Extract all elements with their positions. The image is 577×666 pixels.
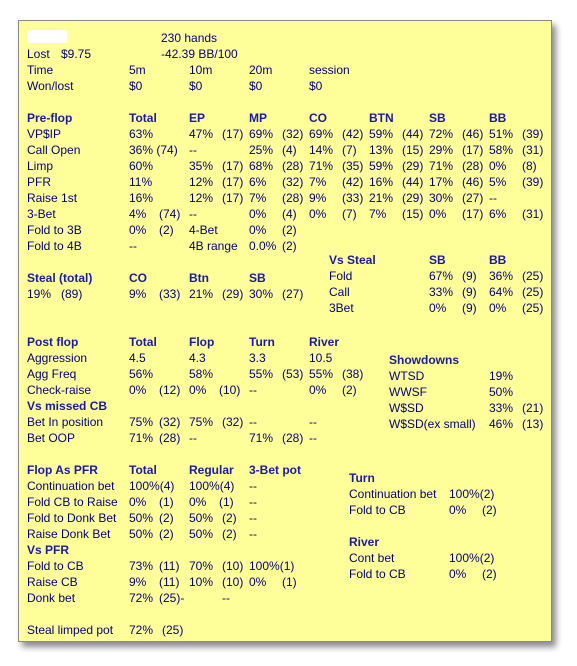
pfr-ep-n: (17) [222, 175, 244, 189]
wsd-n: (21) [522, 401, 544, 415]
raise1st-sb: 30% [429, 191, 454, 205]
raise1st-bb: -- [489, 191, 497, 205]
aggfreq-turn-n: (53) [282, 367, 304, 381]
raise-donk-regular-n: (2) [222, 527, 237, 541]
vs-steal-3bet-sb: 0% [429, 301, 447, 315]
vs-steal-col-sb: SB [429, 253, 446, 267]
raise1st-btn: 21% [369, 191, 394, 205]
raise1st-co: 9% [309, 191, 327, 205]
pfr-co-n: (42) [342, 175, 364, 189]
row-label-limp: Limp [27, 159, 54, 173]
fold-cb-raise-3bet-pot: -- [249, 495, 257, 509]
lost-label: Lost [27, 47, 50, 61]
turn-fold-cb-value: 0% [449, 503, 467, 517]
checkraise-flop: 0% [189, 383, 207, 397]
threebet-btn-n: (15) [402, 207, 424, 221]
checkraise-total: 0% [129, 383, 147, 397]
river-fold-cb-n: (2) [482, 567, 497, 581]
vs-steal-call-sb-n: (9) [462, 285, 477, 299]
vpip-ep-n: (17) [222, 127, 244, 141]
pfr-total: 11% [129, 175, 153, 189]
pfr-bb-n: (39) [522, 175, 544, 189]
checkraise-river-n: (2) [342, 383, 357, 397]
preflop-col-ep: EP [189, 111, 206, 125]
callopen-sb-n: (17) [462, 143, 484, 157]
time-20m: 20m [249, 63, 273, 77]
vs-pfr-fold-cb-total-n: (11) [159, 559, 180, 573]
wsd-ex-small-n: (13) [522, 417, 544, 431]
callopen-mp: 25% [249, 143, 274, 157]
steal-total-n: (89) [61, 287, 83, 301]
threebet-mp: 0% [249, 207, 267, 221]
aggression-total: 4.5 [129, 351, 146, 365]
won-5m: $0 [129, 79, 143, 93]
limp-ep-n: (17) [222, 159, 244, 173]
checkraise-total-n: (12) [159, 383, 181, 397]
postflop-col-total: Total [129, 335, 157, 349]
vs-steal-3bet-label: 3Bet [329, 301, 354, 315]
bet-oop-total-n: (28) [159, 431, 181, 445]
vpip-total: 63% [129, 127, 154, 141]
steal-limped-n: (25) [162, 623, 184, 637]
limp-co-n: (35) [342, 159, 364, 173]
vs-steal-fold-sb: 67% [429, 269, 454, 283]
threebet-bb: 6% [489, 207, 507, 221]
row-label-call-open: Call Open [27, 143, 81, 157]
limp-bb-n: (8) [522, 159, 537, 173]
limp-sb: 71% [429, 159, 454, 173]
limp-ep: 35% [189, 159, 214, 173]
turn-cbet-value: 100%(2) [449, 487, 495, 501]
pfr-btn-n: (44) [402, 175, 424, 189]
river-fold-cb-value: 0% [449, 567, 467, 581]
fourbet-range-label: 4B range [189, 239, 238, 253]
threebet-mp-n: (4) [282, 207, 297, 221]
vpip-btn-n: (44) [402, 127, 424, 141]
raise-donk-total: 50% [129, 527, 154, 541]
postflop-col-flop: Flop [189, 335, 215, 349]
row-label-fold-4b: Fold to 4B [27, 239, 82, 253]
fold-cb-raise-regular: 0% [189, 495, 207, 509]
bet-oop-turn-n: (28) [282, 431, 304, 445]
vpip-co: 69% [309, 127, 334, 141]
row-label-pfr: PFR [27, 175, 51, 189]
steal-co: 9% [129, 287, 147, 301]
bet-ip-total: 75% [129, 415, 154, 429]
steal-sb-n: (27) [282, 287, 304, 301]
aggfreq-river-n: (38) [342, 367, 364, 381]
aggfreq-river: 55% [309, 367, 334, 381]
lost-value: $9.75 [61, 47, 92, 61]
callopen-total: 36% (74) [129, 143, 178, 157]
limp-btn-n: (29) [402, 159, 424, 173]
vs-steal-3bet-bb: 0% [489, 301, 507, 315]
won-10m: $0 [189, 79, 203, 93]
vs-pfr-raise-cb-3bet-pot-n: (1) [282, 575, 297, 589]
wtsd-value: 19% [489, 369, 514, 383]
bb-per-100: -42.39 BB/100 [161, 47, 238, 61]
wsd-ex-small-value: 46% [489, 417, 514, 431]
steal-co-n: (33) [159, 287, 181, 301]
vpip-sb-n: (46) [462, 127, 484, 141]
bet-ip-river: -- [309, 415, 317, 429]
threebet-ep: -- [189, 207, 197, 221]
cbet-label: Continuation bet [27, 479, 115, 493]
aggfreq-flop: 58% [189, 367, 214, 381]
river-cbet-value: 100%(2) [449, 551, 495, 565]
fold3b-total: 0% [129, 223, 147, 237]
preflop-col-btn: BTN [369, 111, 394, 125]
aggfreq-label: Agg Freq [27, 367, 77, 381]
turn-fold-cb-n: (2) [482, 503, 497, 517]
vs-steal-header: Vs Steal [329, 253, 376, 267]
vpip-mp-n: (32) [282, 127, 304, 141]
callopen-btn-n: (15) [402, 143, 424, 157]
callopen-ep: -- [189, 143, 197, 157]
fold-donk-total: 50% [129, 511, 154, 525]
flop-pfr-col-regular: Regular [189, 463, 234, 477]
donk-bet-total-n: (25)- [159, 591, 185, 605]
vs-steal-call-sb: 33% [429, 285, 454, 299]
pfr-bb: 5% [489, 175, 507, 189]
steal-header: Steal (total) [27, 271, 93, 285]
raise-donk-3bet-pot: -- [249, 527, 257, 541]
fold-cb-raise-regular-n: (1) [219, 495, 234, 509]
raise1st-btn-n: (29) [402, 191, 424, 205]
wwsf-value: 50% [489, 385, 514, 399]
checkraise-river: 0% [309, 383, 327, 397]
wtsd-label: WTSD [389, 369, 425, 383]
limp-mp-n: (28) [282, 159, 304, 173]
row-label-fold-3b: Fold to 3B [27, 223, 82, 237]
flop-pfr-col-3bet-pot: 3-Bet pot [249, 463, 301, 477]
wwsf-label: WWSF [389, 385, 427, 399]
vs-steal-fold-bb-n: (25) [522, 269, 544, 283]
postflop-col-river: River [309, 335, 340, 349]
row-label-vpip: VP$IP [27, 127, 62, 141]
fourbet-n: (2) [282, 223, 297, 237]
postflop-col-turn: Turn [249, 335, 275, 349]
pfr-mp-n: (32) [282, 175, 304, 189]
threebet-btn: 7% [369, 207, 387, 221]
bet-oop-flop: -- [189, 431, 197, 445]
checkraise-flop-n: (10) [219, 383, 241, 397]
preflop-col-co: CO [309, 111, 327, 125]
threebet-bb-n: (31) [522, 207, 544, 221]
cbet-3bet-pot: -- [249, 479, 257, 493]
fold-donk-label: Fold to Donk Bet [27, 511, 117, 525]
won-20m: $0 [249, 79, 263, 93]
hands-count: 230 hands [161, 31, 218, 45]
callopen-sb: 29% [429, 143, 454, 157]
vs-pfr-raise-cb-3bet-pot: 0% [249, 575, 267, 589]
raise1st-ep: 12% [189, 191, 214, 205]
limp-mp: 68% [249, 159, 274, 173]
vpip-bb: 51% [489, 127, 514, 141]
vs-pfr-fold-cb-regular-n: (10) [222, 559, 244, 573]
limp-co: 71% [309, 159, 334, 173]
donk-bet-total: 72% [129, 591, 154, 605]
fold-cb-raise-total-n: (1) [159, 495, 174, 509]
limp-sb-n: (28) [462, 159, 484, 173]
fold-cb-raise-total: 0% [129, 495, 147, 509]
cbet-total: 100%(4) [129, 479, 175, 493]
bet-ip-label: Bet In position [27, 415, 104, 429]
vs-steal-3bet-bb-n: (25) [522, 301, 544, 315]
turn-header: Turn [349, 471, 375, 485]
fourbet-range-value: 0.0% [249, 239, 277, 253]
vs-pfr-fold-cb-3bet-pot: 100%(1) [249, 559, 295, 573]
callopen-btn: 13% [369, 143, 394, 157]
raise-donk-regular: 50% [189, 527, 214, 541]
vs-pfr-fold-cb-total: 73% [129, 559, 154, 573]
vs-steal-fold-label: Fold [329, 269, 353, 283]
pfr-btn: 16% [369, 175, 394, 189]
callopen-co: 14% [309, 143, 334, 157]
raise1st-mp: 7% [249, 191, 267, 205]
vs-steal-col-bb: BB [489, 253, 507, 267]
steal-total: 19% [27, 287, 52, 301]
raise-donk-label: Raise Donk Bet [27, 527, 111, 541]
callopen-bb-n: (31) [522, 143, 544, 157]
player-name-box [27, 30, 67, 43]
fold-cb-raise-label: Fold CB to Raise [27, 495, 118, 509]
wsd-value: 33% [489, 401, 514, 415]
vs-pfr-raise-cb-regular-n: (10) [222, 575, 244, 589]
vs-steal-fold-bb: 36% [489, 269, 514, 283]
time-10m: 10m [189, 63, 213, 77]
fold3b-total-n: (2) [159, 223, 174, 237]
pfr-co: 7% [309, 175, 327, 189]
vs-pfr-raise-cb-label: Raise CB [27, 575, 78, 589]
raise1st-co-n: (33) [342, 191, 364, 205]
vs-pfr-fold-cb-regular: 70% [189, 559, 214, 573]
bet-ip-flop-n: (32) [222, 415, 244, 429]
limp-total: 60% [129, 159, 154, 173]
steal-sb: 30% [249, 287, 274, 301]
fourbet-range-n: (2) [282, 239, 297, 253]
preflop-col-mp: MP [249, 111, 267, 125]
threebet-total: 4% [129, 207, 147, 221]
aggression-turn: 3.3 [249, 351, 266, 365]
fold4b-total: -- [129, 239, 137, 253]
vs-steal-fold-sb-n: (9) [462, 269, 477, 283]
steal-col-btn: Btn [189, 271, 209, 285]
donk-bet-label: Donk bet [27, 591, 76, 605]
pfr-sb-n: (46) [462, 175, 484, 189]
raise1st-ep-n: (17) [222, 191, 244, 205]
fourbet-value: 0% [249, 223, 267, 237]
time-session: session [309, 63, 350, 77]
vs-steal-call-bb: 64% [489, 285, 514, 299]
row-label-3bet: 3-Bet [27, 207, 56, 221]
bet-ip-flop: 75% [189, 415, 214, 429]
pfr-ep: 12% [189, 175, 214, 189]
aggression-label: Aggression [27, 351, 88, 365]
won-label: Won/lost [27, 79, 74, 93]
vpip-co-n: (42) [342, 127, 364, 141]
raise1st-mp-n: (28) [282, 191, 304, 205]
threebet-sb: 0% [429, 207, 447, 221]
aggression-flop: 4.3 [189, 351, 206, 365]
raise1st-sb-n: (27) [462, 191, 484, 205]
vpip-btn: 59% [369, 127, 394, 141]
flop-pfr-header: Flop As PFR [27, 463, 98, 477]
threebet-total-n: (74) [159, 207, 181, 221]
vs-pfr-fold-cb-label: Fold to CB [27, 559, 84, 573]
checkraise-label: Check-raise [27, 383, 92, 397]
bet-oop-total: 71% [129, 431, 154, 445]
aggression-river: 10.5 [309, 351, 333, 365]
row-label-raise-first: Raise 1st [27, 191, 78, 205]
steal-limped-value: 72% [129, 623, 154, 637]
wsd-label: W$SD [389, 401, 424, 415]
limp-btn: 59% [369, 159, 394, 173]
river-header: River [349, 535, 380, 549]
preflop-col-total: Total [129, 111, 157, 125]
steal-col-co: CO [129, 271, 147, 285]
steal-btn: 21% [189, 287, 214, 301]
won-session: $0 [309, 79, 323, 93]
vs-missed-cb-header: Vs missed CB [27, 399, 108, 413]
threebet-sb-n: (17) [462, 207, 484, 221]
callopen-mp-n: (4) [282, 143, 297, 157]
vs-steal-call-bb-n: (25) [522, 285, 544, 299]
callopen-bb: 58% [489, 143, 514, 157]
preflop-header: Pre-flop [27, 111, 73, 125]
steal-col-sb: SB [249, 271, 266, 285]
bet-ip-total-n: (32) [159, 415, 181, 429]
steal-btn-n: (29) [222, 287, 244, 301]
vs-pfr-raise-cb-total-n: (11) [159, 575, 180, 589]
aggfreq-total: 56% [129, 367, 154, 381]
pfr-sb: 17% [429, 175, 454, 189]
preflop-col-bb: BB [489, 111, 507, 125]
time-5m: 5m [129, 63, 146, 77]
turn-cbet-label: Continuation bet [349, 487, 437, 501]
callopen-co-n: (7) [342, 143, 357, 157]
fourbet-label: 4-Bet [189, 223, 218, 237]
flop-pfr-col-total: Total [129, 463, 157, 477]
vpip-bb-n: (39) [522, 127, 544, 141]
limp-bb: 0% [489, 159, 507, 173]
fold-donk-regular: 50% [189, 511, 214, 525]
hud-stats-panel [18, 20, 552, 642]
cbet-regular: 100%(4) [189, 479, 235, 493]
raise1st-total: 16% [129, 191, 154, 205]
bet-oop-river: -- [309, 431, 317, 445]
raise-donk-total-n: (2) [159, 527, 174, 541]
vs-steal-call-label: Call [329, 285, 350, 299]
vs-pfr-header: Vs PFR [27, 543, 70, 557]
donk-bet-regular: -- [222, 591, 230, 605]
wsd-ex-small-label: W$SD(ex small) [389, 417, 476, 431]
threebet-co-n: (7) [342, 207, 357, 221]
preflop-col-sb: SB [429, 111, 446, 125]
river-cbet-label: Cont bet [349, 551, 395, 565]
vpip-sb: 72% [429, 127, 454, 141]
aggfreq-turn: 55% [249, 367, 274, 381]
bet-ip-turn: -- [249, 415, 257, 429]
bet-oop-label: Bet OOP [27, 431, 76, 445]
showdowns-header: Showdowns [389, 353, 459, 367]
vs-steal-3bet-sb-n: (9) [462, 301, 477, 315]
fold-donk-3bet-pot: -- [249, 511, 257, 525]
river-fold-cb-label: Fold to CB [349, 567, 406, 581]
checkraise-turn: -- [249, 383, 257, 397]
vpip-mp: 69% [249, 127, 274, 141]
fold-donk-regular-n: (2) [222, 511, 237, 525]
vpip-ep: 47% [189, 127, 214, 141]
fold-donk-total-n: (2) [159, 511, 174, 525]
threebet-co: 0% [309, 207, 327, 221]
turn-fold-cb-label: Fold to CB [349, 503, 406, 517]
vs-pfr-raise-cb-total: 9% [129, 575, 147, 589]
time-label: Time [27, 63, 54, 77]
postflop-header: Post flop [27, 335, 79, 349]
pfr-mp: 6% [249, 175, 267, 189]
vs-pfr-raise-cb-regular: 10% [189, 575, 214, 589]
bet-oop-turn: 71% [249, 431, 274, 445]
steal-limped-label: Steal limped pot [27, 623, 114, 637]
